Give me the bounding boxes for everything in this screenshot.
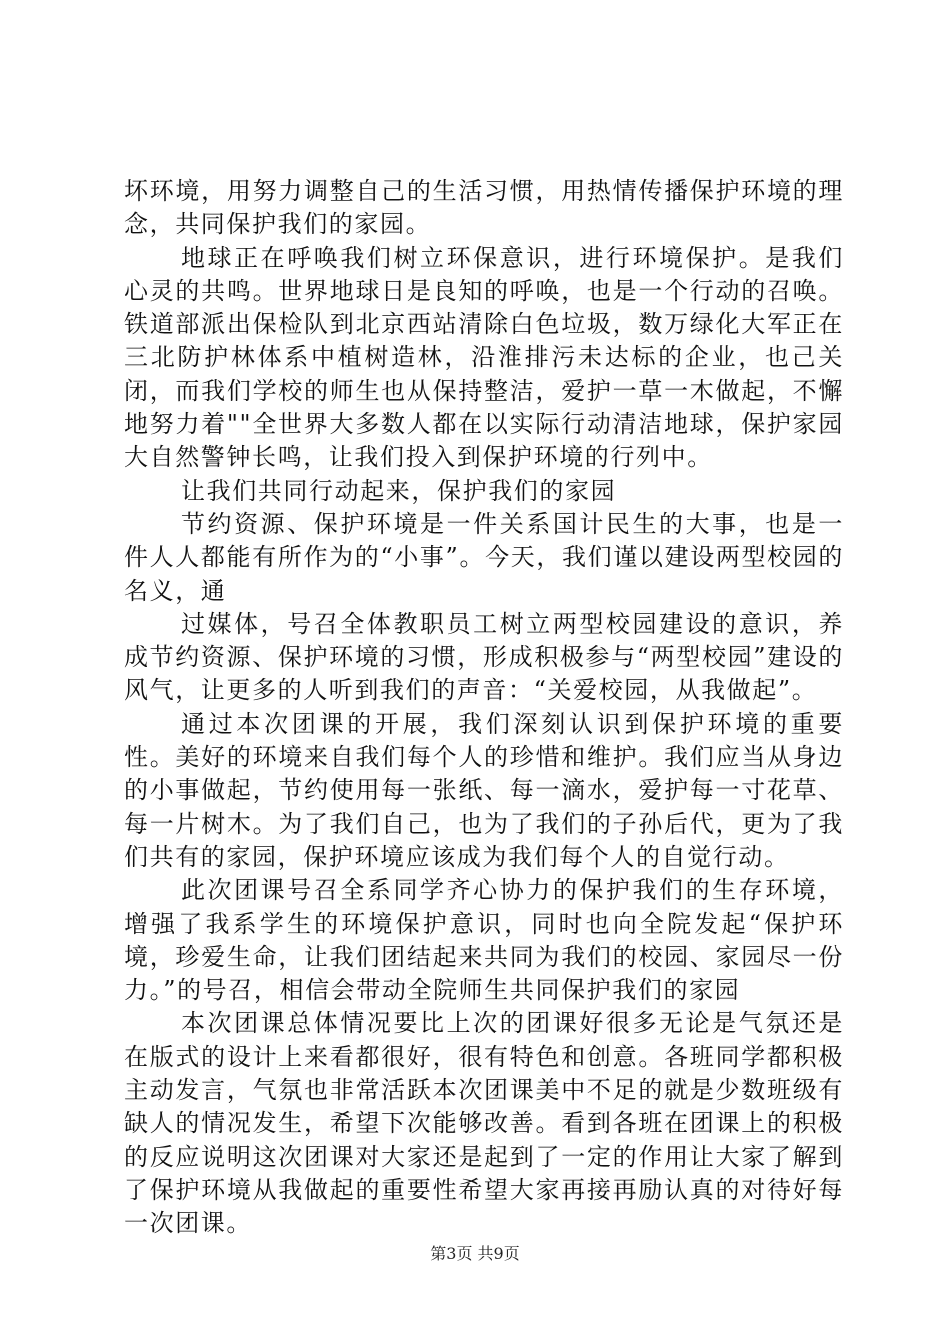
paragraph: 让我们共同行动起来，保护我们的家园 (181, 476, 617, 505)
paragraph-continuation: 坏环境，用努力调整自己的生活习惯，用热情传播保护环境的理念，共同保护我们的家园。 (124, 177, 844, 239)
page-number-footer: 第3页 共9页 (430, 1244, 520, 1263)
paragraph: 节约资源、保护环境是一件关系国计民生的大事，也是一件人人都能有所作为的“小事”。今天，我们谨以建设两型校园的名义，通 (124, 509, 844, 605)
paragraph: 地球正在呼唤我们树立环保意识，进行环境保护。是我们心灵的共鸣。世界地球日是良知的呼唤，也是一个行动的召唤。铁道部派出保检队到北京西站清除白色垃圾，数万绿化大军正在三北防护林体系中植树造林，沿淮排污未达标的企业，也己关闭，而我们学校的师生也从保持整洁，爱护一草一木做起，不懈地努力着""全世界大多数人都在以实际行动清洁地球，保护家园大自然警钟长鸣，让我们投入到保护环境的行列中。 (124, 243, 844, 472)
paragraph: 通过本次团课的开展，我们深刻认识到保护环境的重要性。美好的环境来自我们每个人的珍惜和维护。我们应当从身边的小事做起，节约使用每一张纸、每一滴水，爱护每一寸花草、每一片树木。为了我们自己，也为了我们的子孙后代，更为了我们共有的家园，保护环境应该成为我们每个人的自觉行动。 (124, 709, 844, 871)
paragraph: 本次团课总体情况要比上次的团课好很多无论是气氛还是在版式的设计上来看都很好，很有特色和创意。各班同学都积极主动发言，气氛也非常活跃本次团课美中不足的就是少数班级有缺人的情况发生，希望下次能够改善。看到各班在团课上的积极的反应说明这次团课对大家还是起到了一定的作用让大家了解到了保护环境从我做起的重要性希望大家再接再励认真的对待好每一次团课。 (124, 1009, 844, 1238)
paragraph: 过媒体，号召全体教职员工树立两型校园建设的意识，养成节约资源、保护环境的习惯，形成积极参与“两型校园”建设的风气，让更多的人听到我们的声音：“关爱校园，从我做起”。 (124, 609, 844, 705)
paragraph: 此次团课号召全系同学齐心协力的保护我们的生存环境，增强了我系学生的环境保护意识，同时也向全院发起“保护环境，珍爱生命，让我们团结起来共同为我们的校园、家园尽一份力。”的号召，相信会带动全院师生共同保护我们的家园 (124, 876, 844, 1005)
document-body (124, 175, 844, 1241)
